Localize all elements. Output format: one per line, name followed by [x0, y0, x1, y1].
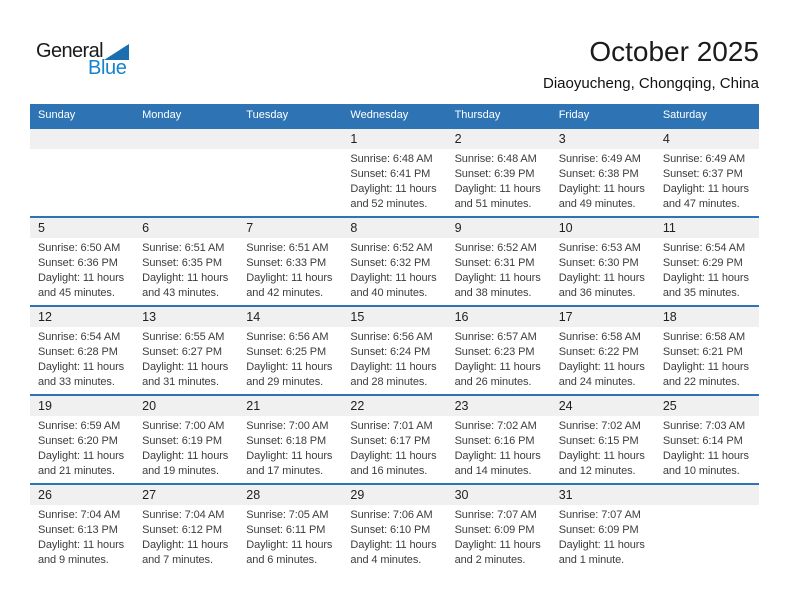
day-daylight1-text: Daylight: 11 hours	[454, 450, 541, 462]
weekday-friday: Friday	[558, 109, 590, 121]
day-cell	[30, 218, 134, 305]
day-details	[551, 238, 655, 301]
day-number: 30	[447, 485, 551, 505]
day-number: 10	[551, 218, 655, 238]
day-details	[655, 416, 759, 479]
day-number: 13	[134, 307, 238, 327]
day-sunset-text: Sunset: 6:12 PM	[142, 524, 222, 536]
empty-day-cell	[655, 485, 759, 572]
day-daylight2-text: and 38 minutes.	[454, 287, 532, 299]
day-sunrise-text: Sunrise: 6:54 AM	[662, 242, 746, 254]
day-details	[238, 327, 342, 390]
day-details	[342, 149, 446, 212]
day-cell	[447, 129, 551, 216]
day-details	[551, 416, 655, 479]
day-daylight2-text: and 12 minutes.	[558, 465, 636, 477]
day-sunrise-text: Sunrise: 7:07 AM	[558, 509, 641, 521]
day-daylight1-text: Daylight: 11 hours	[38, 272, 125, 284]
month-title: October 2025	[589, 36, 759, 67]
day-sunrise-text: Sunrise: 6:57 AM	[454, 331, 537, 343]
day-daylight2-text: and 28 minutes.	[350, 376, 428, 388]
day-details	[551, 327, 655, 390]
day-daylight2-text: and 19 minutes.	[142, 465, 219, 477]
day-sunrise-text: Sunrise: 7:01 AM	[350, 420, 433, 432]
day-sunrise-text: Sunrise: 6:49 AM	[662, 153, 746, 165]
day-sunrise-text: Sunrise: 7:00 AM	[142, 420, 225, 432]
day-sunrise-text: Sunrise: 6:58 AM	[662, 331, 746, 343]
day-sunrise-text: Sunrise: 6:56 AM	[246, 331, 329, 343]
day-sunrise-text: Sunrise: 7:04 AM	[38, 509, 121, 521]
day-cell	[238, 485, 342, 572]
logo-text-blue: Blue	[88, 57, 127, 79]
day-daylight1-text: Daylight: 11 hours	[38, 361, 125, 373]
day-cell	[655, 307, 759, 394]
day-sunset-text: Sunset: 6:32 PM	[350, 257, 431, 269]
day-sunrise-text: Sunrise: 7:02 AM	[454, 420, 537, 432]
day-number: 23	[447, 396, 551, 416]
day-daylight2-text: and 43 minutes.	[142, 287, 219, 299]
week-row	[30, 483, 759, 572]
day-details	[342, 238, 446, 301]
day-number: 15	[342, 307, 446, 327]
day-number: 28	[238, 485, 342, 505]
day-number: 12	[30, 307, 134, 327]
weekday-saturday: Saturday	[662, 109, 707, 121]
day-cell	[134, 396, 238, 483]
week-row	[30, 216, 759, 305]
weekday-tuesday: Tuesday	[246, 109, 289, 121]
day-number: 6	[134, 218, 238, 238]
day-cell	[551, 396, 655, 483]
day-sunrise-text: Sunrise: 6:52 AM	[350, 242, 433, 254]
day-cell	[342, 485, 446, 572]
day-number: 7	[238, 218, 342, 238]
day-cell	[655, 396, 759, 483]
day-daylight1-text: Daylight: 11 hours	[38, 450, 125, 462]
day-cell	[447, 218, 551, 305]
day-details	[30, 327, 134, 390]
day-daylight1-text: Daylight: 11 hours	[350, 272, 437, 284]
day-daylight2-text: and 36 minutes.	[558, 287, 636, 299]
day-number	[238, 129, 342, 149]
week-row	[30, 127, 759, 216]
day-daylight1-text: Daylight: 11 hours	[454, 361, 541, 373]
day-sunrise-text: Sunrise: 6:58 AM	[558, 331, 641, 343]
day-details	[30, 505, 134, 568]
day-number: 9	[447, 218, 551, 238]
calendar-grid	[30, 127, 759, 572]
day-daylight2-text: and 22 minutes.	[662, 376, 740, 388]
day-sunset-text: Sunset: 6:31 PM	[454, 257, 535, 269]
day-cell	[551, 218, 655, 305]
day-sunrise-text: Sunrise: 7:04 AM	[142, 509, 225, 521]
day-sunset-text: Sunset: 6:35 PM	[142, 257, 222, 269]
day-sunset-text: Sunset: 6:16 PM	[454, 435, 535, 447]
day-sunrise-text: Sunrise: 6:48 AM	[454, 153, 537, 165]
title-block	[543, 36, 759, 92]
day-sunrise-text: Sunrise: 6:48 AM	[350, 153, 433, 165]
day-number: 19	[30, 396, 134, 416]
day-sunset-text: Sunset: 6:33 PM	[246, 257, 327, 269]
day-daylight1-text: Daylight: 11 hours	[558, 272, 645, 284]
day-sunset-text: Sunset: 6:36 PM	[38, 257, 118, 269]
day-daylight1-text: Daylight: 11 hours	[246, 361, 333, 373]
day-daylight1-text: Daylight: 11 hours	[350, 361, 437, 373]
day-daylight2-text: and 31 minutes.	[142, 376, 219, 388]
day-daylight2-text: and 51 minutes.	[454, 198, 532, 210]
day-number: 14	[238, 307, 342, 327]
day-sunset-text: Sunset: 6:25 PM	[246, 346, 327, 358]
day-sunset-text: Sunset: 6:39 PM	[454, 168, 535, 180]
week-row	[30, 305, 759, 394]
day-daylight1-text: Daylight: 11 hours	[38, 539, 125, 551]
day-sunrise-text: Sunrise: 6:49 AM	[558, 153, 641, 165]
day-daylight2-text: and 33 minutes.	[38, 376, 115, 388]
day-sunset-text: Sunset: 6:24 PM	[350, 346, 431, 358]
day-daylight2-text: and 6 minutes.	[246, 554, 318, 566]
day-daylight2-text: and 24 minutes.	[558, 376, 636, 388]
day-cell	[342, 307, 446, 394]
day-daylight1-text: Daylight: 11 hours	[662, 272, 749, 284]
day-sunset-text: Sunset: 6:09 PM	[558, 524, 639, 536]
location-subtitle: Diaoyucheng, Chongqing, China	[543, 75, 759, 93]
day-daylight2-text: and 45 minutes.	[38, 287, 115, 299]
calendar-table	[30, 104, 759, 572]
day-sunset-text: Sunset: 6:30 PM	[558, 257, 639, 269]
day-daylight2-text: and 26 minutes.	[454, 376, 532, 388]
day-sunset-text: Sunset: 6:29 PM	[662, 257, 743, 269]
day-number: 29	[342, 485, 446, 505]
day-cell	[238, 396, 342, 483]
day-details	[342, 327, 446, 390]
day-cell	[30, 307, 134, 394]
day-cell	[342, 396, 446, 483]
day-cell	[30, 485, 134, 572]
day-number: 11	[655, 218, 759, 238]
day-daylight2-text: and 29 minutes.	[246, 376, 324, 388]
day-number: 3	[551, 129, 655, 149]
day-number: 18	[655, 307, 759, 327]
logo-text-general: General	[36, 40, 103, 62]
day-cell	[447, 307, 551, 394]
day-sunrise-text: Sunrise: 6:55 AM	[142, 331, 225, 343]
day-number	[30, 129, 134, 149]
day-daylight2-text: and 49 minutes.	[558, 198, 636, 210]
day-details	[342, 416, 446, 479]
day-daylight1-text: Daylight: 11 hours	[454, 272, 541, 284]
day-sunset-text: Sunset: 6:37 PM	[662, 168, 743, 180]
day-sunset-text: Sunset: 6:38 PM	[558, 168, 639, 180]
day-details	[30, 238, 134, 301]
day-daylight2-text: and 52 minutes.	[350, 198, 428, 210]
day-daylight2-text: and 10 minutes.	[662, 465, 740, 477]
day-details	[134, 327, 238, 390]
day-number: 8	[342, 218, 446, 238]
day-daylight1-text: Daylight: 11 hours	[350, 450, 437, 462]
day-details	[342, 505, 446, 568]
day-sunrise-text: Sunrise: 6:53 AM	[558, 242, 641, 254]
day-details	[655, 238, 759, 301]
day-details	[551, 505, 655, 568]
day-daylight2-text: and 21 minutes.	[38, 465, 115, 477]
day-sunrise-text: Sunrise: 7:05 AM	[246, 509, 329, 521]
day-sunrise-text: Sunrise: 7:03 AM	[662, 420, 746, 432]
day-sunset-text: Sunset: 6:22 PM	[558, 346, 639, 358]
week-row	[30, 394, 759, 483]
day-details	[447, 149, 551, 212]
day-daylight1-text: Daylight: 11 hours	[142, 539, 229, 551]
day-cell	[447, 485, 551, 572]
day-daylight2-text: and 47 minutes.	[662, 198, 740, 210]
weekday-sunday: Sunday	[38, 109, 76, 121]
day-cell	[238, 218, 342, 305]
day-sunset-text: Sunset: 6:11 PM	[246, 524, 326, 536]
day-details	[134, 505, 238, 568]
day-sunset-text: Sunset: 6:18 PM	[246, 435, 327, 447]
day-daylight1-text: Daylight: 11 hours	[142, 272, 229, 284]
day-number: 21	[238, 396, 342, 416]
day-number: 27	[134, 485, 238, 505]
day-number: 24	[551, 396, 655, 416]
day-daylight1-text: Daylight: 11 hours	[142, 450, 229, 462]
weekday-thursday: Thursday	[454, 109, 501, 121]
day-number: 22	[342, 396, 446, 416]
day-number: 17	[551, 307, 655, 327]
day-daylight2-text: and 17 minutes.	[246, 465, 324, 477]
day-number: 25	[655, 396, 759, 416]
day-details	[134, 238, 238, 301]
day-sunset-text: Sunset: 6:41 PM	[350, 168, 431, 180]
day-details	[655, 149, 759, 212]
day-sunset-text: Sunset: 6:23 PM	[454, 346, 535, 358]
day-details	[551, 149, 655, 212]
day-sunset-text: Sunset: 6:10 PM	[350, 524, 431, 536]
day-sunset-text: Sunset: 6:27 PM	[142, 346, 222, 358]
day-number: 20	[134, 396, 238, 416]
day-cell	[551, 129, 655, 216]
day-sunset-text: Sunset: 6:19 PM	[142, 435, 222, 447]
day-daylight2-text: and 9 minutes.	[38, 554, 109, 566]
day-cell	[342, 129, 446, 216]
day-daylight2-text: and 1 minute.	[558, 554, 625, 566]
day-cell	[551, 485, 655, 572]
empty-day-cell	[238, 129, 342, 216]
day-sunset-text: Sunset: 6:13 PM	[38, 524, 118, 536]
day-details	[238, 505, 342, 568]
day-daylight1-text: Daylight: 11 hours	[558, 361, 645, 373]
day-sunrise-text: Sunrise: 6:59 AM	[38, 420, 121, 432]
day-cell	[238, 307, 342, 394]
day-details	[447, 238, 551, 301]
day-daylight1-text: Daylight: 11 hours	[454, 183, 541, 195]
day-sunrise-text: Sunrise: 6:51 AM	[142, 242, 225, 254]
day-sunrise-text: Sunrise: 7:06 AM	[350, 509, 433, 521]
day-daylight2-text: and 7 minutes.	[142, 554, 213, 566]
day-daylight1-text: Daylight: 11 hours	[662, 183, 749, 195]
day-daylight2-text: and 35 minutes.	[662, 287, 740, 299]
day-number: 16	[447, 307, 551, 327]
day-details	[655, 327, 759, 390]
day-sunrise-text: Sunrise: 7:07 AM	[454, 509, 537, 521]
day-daylight2-text: and 40 minutes.	[350, 287, 428, 299]
day-sunset-text: Sunset: 6:28 PM	[38, 346, 118, 358]
weekday-header-row	[30, 104, 759, 127]
day-sunrise-text: Sunrise: 7:02 AM	[558, 420, 641, 432]
day-daylight1-text: Daylight: 11 hours	[246, 272, 333, 284]
day-number: 2	[447, 129, 551, 149]
day-details	[238, 416, 342, 479]
day-cell	[551, 307, 655, 394]
empty-day-cell	[30, 129, 134, 216]
day-daylight2-text: and 2 minutes.	[454, 554, 526, 566]
day-details	[238, 238, 342, 301]
day-daylight1-text: Daylight: 11 hours	[246, 539, 333, 551]
empty-day-cell	[134, 129, 238, 216]
day-cell	[134, 307, 238, 394]
day-details	[447, 327, 551, 390]
weekday-wednesday: Wednesday	[350, 109, 409, 121]
day-daylight1-text: Daylight: 11 hours	[662, 450, 749, 462]
general-blue-logo	[36, 41, 146, 78]
day-sunset-text: Sunset: 6:20 PM	[38, 435, 118, 447]
day-cell	[134, 218, 238, 305]
day-daylight1-text: Daylight: 11 hours	[558, 450, 645, 462]
day-daylight1-text: Daylight: 11 hours	[662, 361, 749, 373]
day-daylight1-text: Daylight: 11 hours	[558, 183, 645, 195]
day-daylight2-text: and 16 minutes.	[350, 465, 428, 477]
day-cell	[134, 485, 238, 572]
day-daylight1-text: Daylight: 11 hours	[350, 539, 437, 551]
day-sunset-text: Sunset: 6:17 PM	[350, 435, 431, 447]
day-sunrise-text: Sunrise: 6:56 AM	[350, 331, 433, 343]
day-sunrise-text: Sunrise: 6:50 AM	[38, 242, 121, 254]
day-number: 1	[342, 129, 446, 149]
day-sunrise-text: Sunrise: 6:54 AM	[38, 331, 121, 343]
day-cell	[30, 396, 134, 483]
day-sunset-text: Sunset: 6:21 PM	[662, 346, 743, 358]
day-cell	[655, 129, 759, 216]
day-cell	[655, 218, 759, 305]
day-daylight2-text: and 14 minutes.	[454, 465, 532, 477]
day-sunset-text: Sunset: 6:09 PM	[454, 524, 535, 536]
day-number: 31	[551, 485, 655, 505]
day-number	[134, 129, 238, 149]
day-number: 4	[655, 129, 759, 149]
day-details	[447, 505, 551, 568]
day-number: 5	[30, 218, 134, 238]
weekday-monday: Monday	[142, 109, 182, 121]
day-sunset-text: Sunset: 6:14 PM	[662, 435, 743, 447]
day-sunrise-text: Sunrise: 7:00 AM	[246, 420, 329, 432]
day-details	[447, 416, 551, 479]
day-daylight1-text: Daylight: 11 hours	[246, 450, 333, 462]
day-daylight1-text: Daylight: 11 hours	[454, 539, 541, 551]
day-cell	[447, 396, 551, 483]
day-sunset-text: Sunset: 6:15 PM	[558, 435, 639, 447]
day-daylight1-text: Daylight: 11 hours	[558, 539, 645, 551]
day-cell	[342, 218, 446, 305]
day-details	[134, 416, 238, 479]
day-details	[30, 416, 134, 479]
day-daylight2-text: and 42 minutes.	[246, 287, 324, 299]
day-number	[655, 485, 759, 505]
day-number: 26	[30, 485, 134, 505]
day-sunrise-text: Sunrise: 6:51 AM	[246, 242, 329, 254]
day-daylight1-text: Daylight: 11 hours	[142, 361, 229, 373]
day-daylight2-text: and 4 minutes.	[350, 554, 422, 566]
day-sunrise-text: Sunrise: 6:52 AM	[454, 242, 537, 254]
day-daylight1-text: Daylight: 11 hours	[350, 183, 437, 195]
